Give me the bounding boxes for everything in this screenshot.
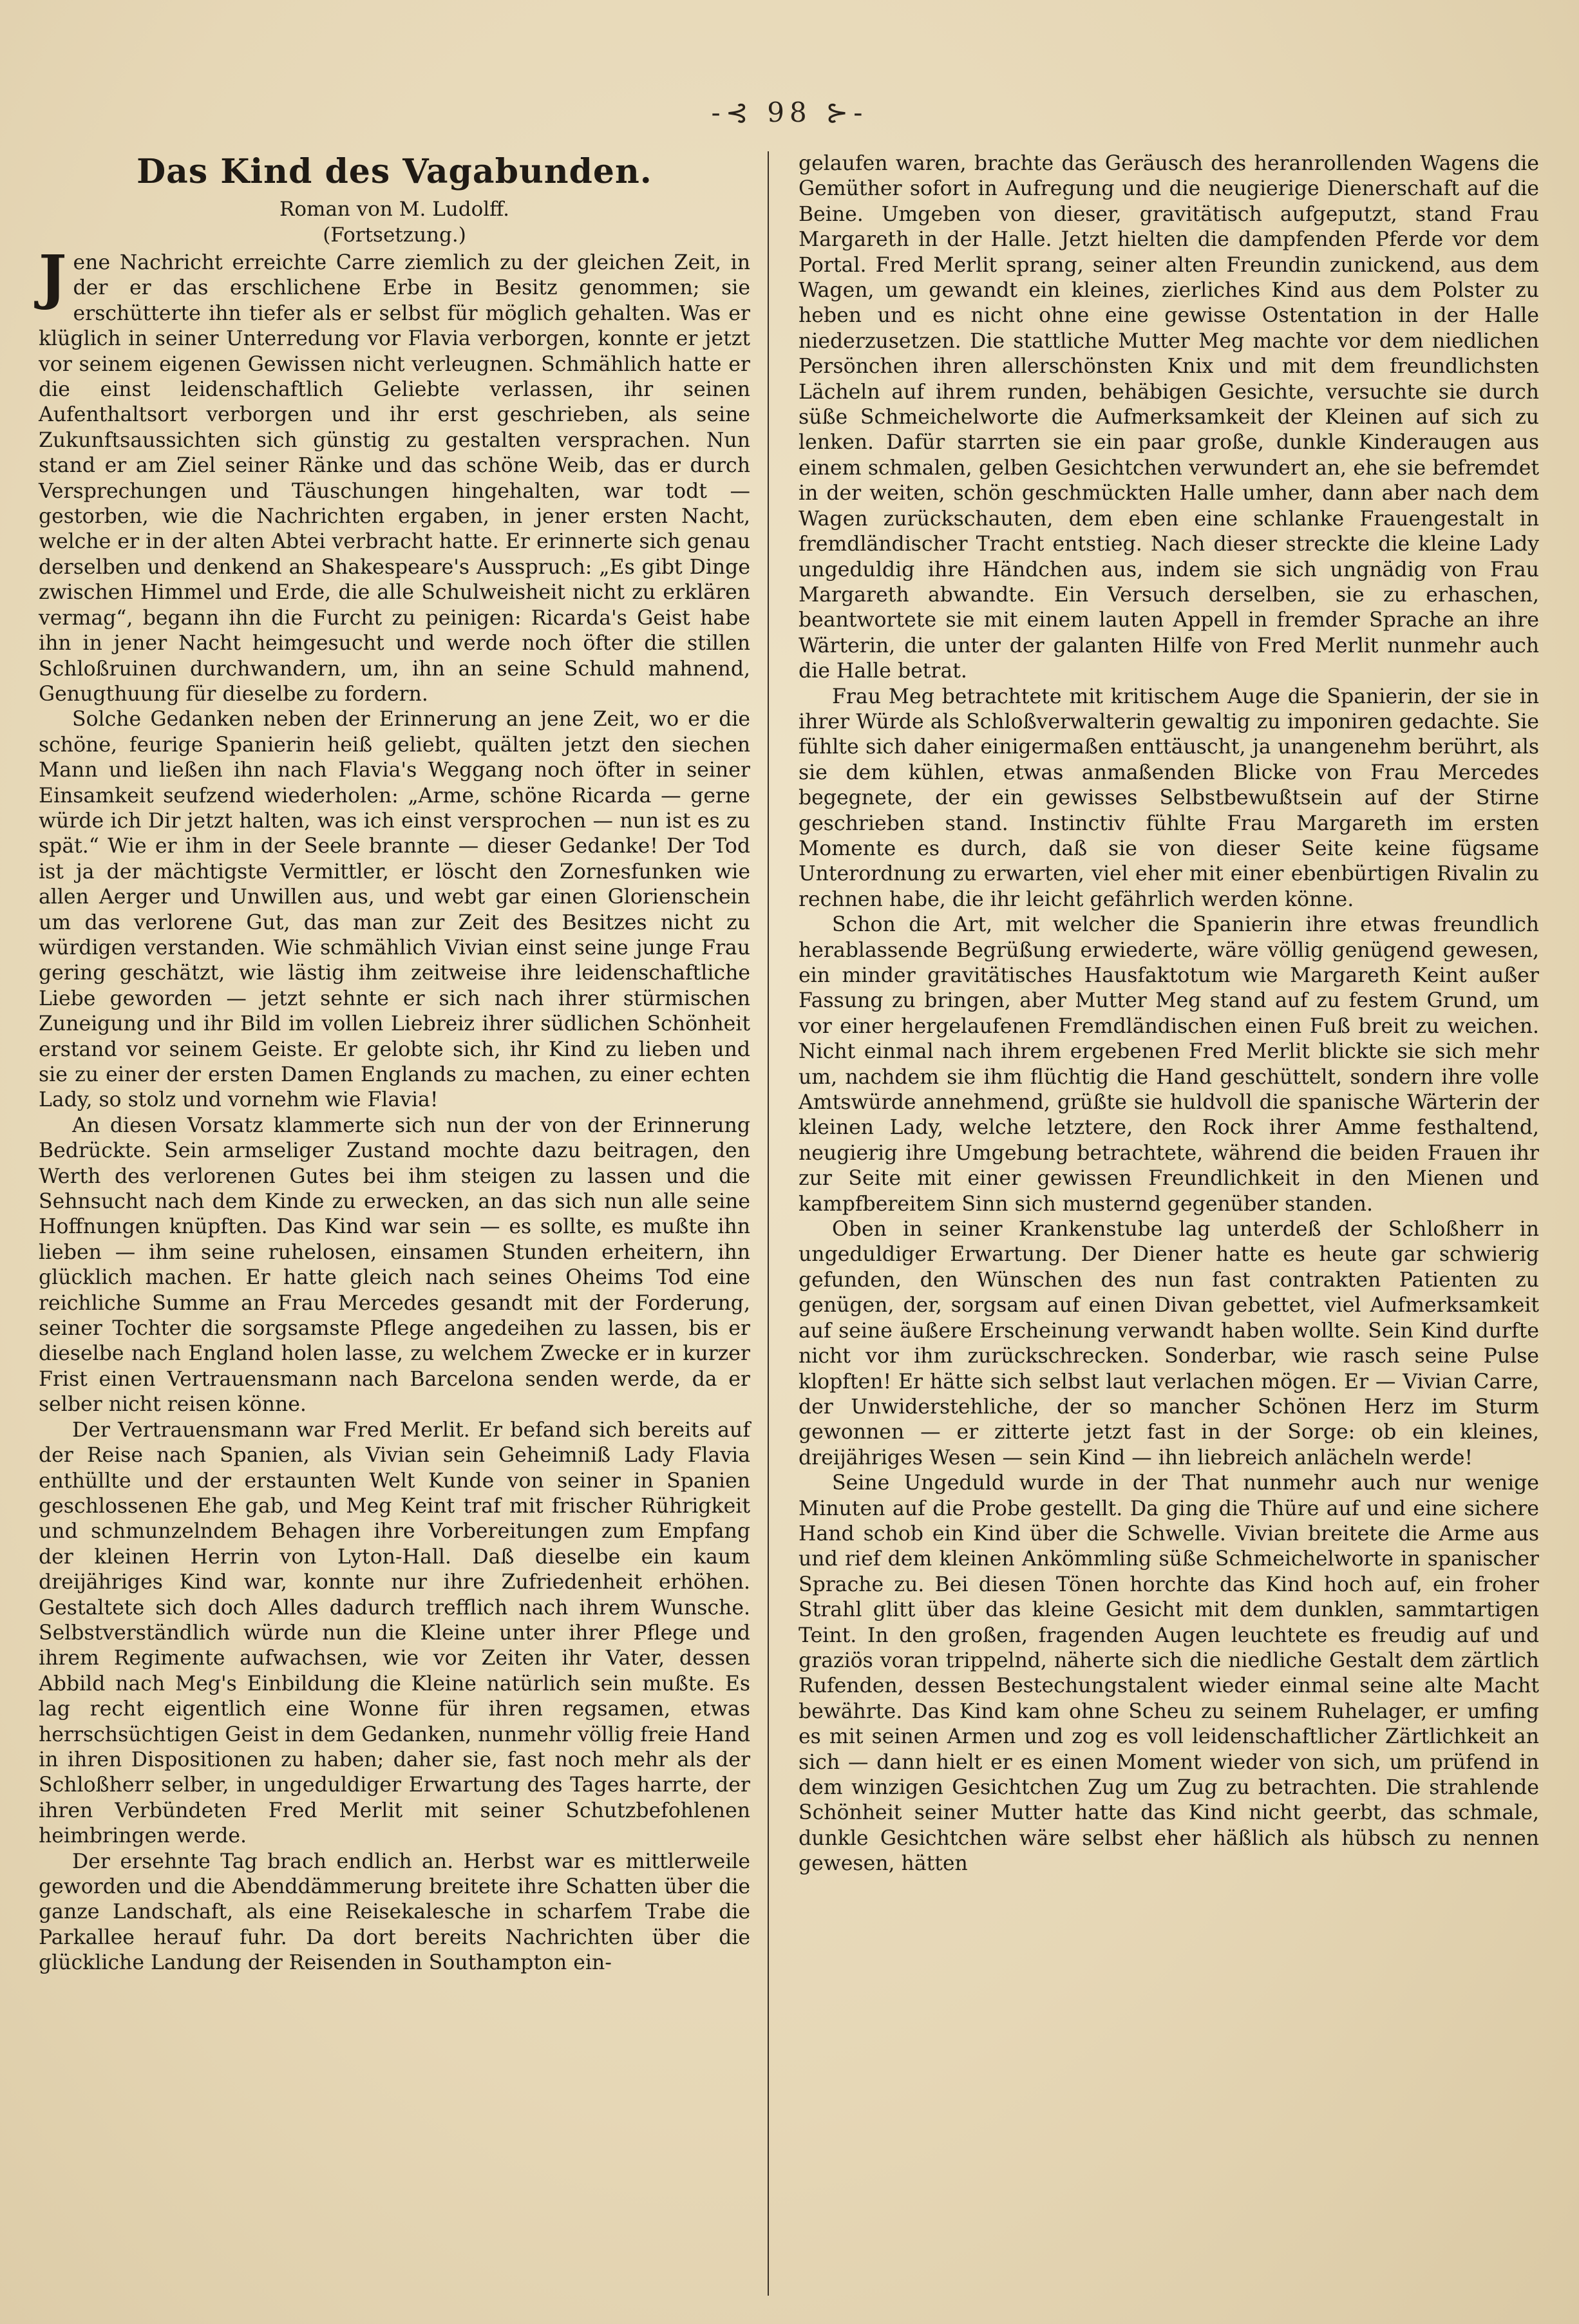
right-column [799,151,1539,2298]
page-number-header [0,97,1579,128]
continuation-note: (Fortsetzung.) [323,223,466,247]
paragraph: An diesen Vorsatz klammerte sich nun der von der Erinnerung Bedrückte. Sein armseliger Zustand mochte dazu beitragen, den Werth des verlorenen Gutes bei ihm steigen zu lassen und die Sehnsucht nach dem Kinde zu erwecken, an das sich nun alle seine Hoffnungen knüpften. Das Kind war sein — es sollte, es mußte ihn lieben — ihm seine ruhelosen, einsamen Stunden erheitern, ihn glücklich machen. Er hatte gleich nach seines Oheims Tod eine reichliche Summe an Frau Mercedes gesandt mit der Forderung, seiner Tochter die sorgsamste Pflege angedeihen zu lassen, bis er dieselbe nach England holen lasse, zu welchem Zwecke er in kurzer Frist einen Vertrauensmann nach Barcelona senden werde, da er selber nicht reisen könne. [39,1113,750,1417]
paragraph: Frau Meg betrachtete mit kritischem Auge die Spanierin, der sie in ihrer Würde als Schloßverwalterin gewaltig zu imponiren gedachte. Sie fühlte sich daher einigermaßen enttäuscht, ja unangenehm berührt, als sie dem kühlen, etwas anmaßenden Blicke von Frau Mercedes begegnete, der ein gewisses Selbstbewußtsein auf der Stirne geschrieben stand. Instinctiv fühlte Frau Margareth im ersten Momente es durch, daß sie von dieser Seite keine fügsame Unterordnung zu erwarten, viel eher mit einer ebenbürtigen Rivalin zu rechnen habe, die ihr leicht gefährlich werden könne. [799,685,1539,911]
paragraph: Der ersehnte Tag brach endlich an. Herbst war es mittlerweile geworden und die Abenddämmerung breitete ihre Schatten über die ganze Landschaft, als eine Reisekalesche in scharfem Trabe die Parkallee herauf fuhr. Da dort bereits Nachrichten über die glückliche Landung der Reisenden in Southampton ein- [39,1849,750,1975]
ornament-right: ⊱- [826,97,868,128]
column-divider [768,151,769,2296]
paragraph: Schon die Art, mit welcher die Spanierin ihre etwas freundlich herablassende Begrüßung erwiederte, wäre völlig genügend gewesen, ein minder gravitätisches Hausfaktotum wie Margareth Keint außer Fassung zu bringen, aber Mutter Meg stand auf zu festem Grund, um vor einer hergelaufenen Fremdländischen einen Fuß breit zu weichen. Nicht einmal nach ihrem ergebenen Fred Merlit blickte sie sich mehr um, nachdem sie ihm flüchtig die Hand geschüttelt, sondern ihre volle Amtswürde annehmend, grüßte sie huldvoll die spanische Wärterin der kleinen Lady, welche letztere, den Rock ihrer Amme festhaltend, neugierig ihre Umgebung betrachtete, während die beiden Frauen ihr zur Seite mit einer gewissen Freundlichkeit in den Mienen und kampfbereitem Sinn sich musternd gegenüber standen. [799,913,1539,1216]
ornament-left: -⊰ [711,97,753,128]
article-byline: Roman von M. Ludolff. [279,198,509,221]
paragraph: Oben in seiner Krankenstube lag unterdeß der Schloßherr in ungeduldiger Erwartung. Der Diener hatte es heute gar schwierig gefunden, den Wünschen des nun fast contrakten Patienten zu genügen, der, sorgsam auf einen Divan gebettet, viel Aufmerksamkeit auf seine äußere Erscheinung verwandt haben wollte. Sein Kind durfte nicht vor ihm zurückschrecken. Sonderbar, wie rasch seine Pulse klopften! Er hätte sich selbst laut verlachen mögen. Er — Vivian Carre, der Unwiderstehliche, der so mancher Schönen Herz im Sturm gewonnen — er zitterte jetzt fast in der Sorge: ob ein kleines, dreijähriges Wesen — sein Kind — ihn liebreich anlächeln werde! [799,1218,1539,1469]
paragraph: gelaufen waren, brachte das Geräusch des heranrollenden Wagens die Gemüther sofort in Aufregung und die neugierige Dienerschaft auf die Beine. Umgeben von dieser, gravitätisch aufgeputzt, stand Frau Margareth in der Halle. Jetzt hielten die dampfenden Pferde vor dem Portal. Fred Merlit sprang, seiner alten Freundin zunickend, aus dem Wagen, um gewandt ein kleines, zierliches Kind aus dem Polster zu heben und es nicht ohne eine gewisse Ostentation in der Halle niederzusetzen. Die stattliche Mutter Meg machte vor dem niedlichen Persönchen ihren allerschönsten Knix und mit dem freundlichsten Lächeln auf ihrem runden, behäbigen Gesichte, versuchte sie durch süße Schmeichelworte die Aufmerksamkeit der Kleinen auf sich zu lenken. Dafür starrten sie ein paar große, dunkle Kinderaugen aus einem schmalen, gelben Gesichtchen verwundert an, ehe sie befremdet in der weiten, schön geschmückten Halle umher, dann aber nach dem Wagen zurückschauten, dem eben eine schlanke Frauengestalt in fremdländischer Tracht entstieg. Nach dieser streckte die kleine Lady ungeduldig ihre Händchen aus, indem sie sich ungnädig von Frau Margareth abwandte. Ein Versuch derselben, sie zu erhaschen, beantwortete sie mit einem lauten Appell in fremder Sprache an ihre Wärterin, die unter der galanten Hilfe von Fred Merlit nunmehr auch die Halle betrat. [799,152,1539,683]
paragraph: Solche Gedanken neben der Erinnerung an jene Zeit, wo er die schöne, feurige Spanierin heiß geliebt, quälten jetzt den siechen Mann und ließen ihn nach Flavia's Weggang noch öfter in seiner Einsamkeit seufzend wiederholen: „Arme, schöne Ricarda — gerne würde ich Dir jetzt halten, was ich einst versprochen — nun ist es zu spät.“ Wie er ihm in der Seele brannte — dieser Gedanke! Der Tod ist ja der mächtigste Vermittler, er löscht den Zornesfunken wie allen Aerger und Unwillen aus, und webt gar einen Glorienschein um das verlorene Gut, das man zur Zeit des Besitzes nicht zu würdigen verstanden. Wie schmählich Vivian einst seine junge Frau gering geschätzt, wie lästig ihm zeitweise ihre leidenschaftliche Liebe geworden — jetzt sehnte er sich nach ihrer stürmischen Zuneigung und ihr Bild im vollen Liebreiz ihrer südlichen Schönheit erstand vor seinem Geiste. Er gelobte sich, ihr Kind zu lieben und sie zu einer der ersten Damen Englands zu machen, zu einer echten Lady, so stolz und vornehm wie Flavia! [39,708,750,1112]
drop-cap: J [39,242,67,312]
page-number: 98 [767,97,812,128]
article-title: Das Kind des Vagabunden. [137,152,652,191]
paragraph: Der Vertrauensmann war Fred Merlit. Er befand sich bereits auf der Reise nach Spanien, als Vivian sein Geheimniß Lady Flavia enthüllte und der erstaunten Welt Kunde von seiner in Spanien geschlossenen Ehe gab, und Meg Keint traf mit frischer Rührigkeit und schmunzelndem Behagen ihre Vorbereitungen zum Empfang der kleinen Herrin von Lyton-Hall. Daß dieselbe ein kaum dreijähriges Kind war, konnte nur ihre Zufriedenheit erhöhen. Gestaltete sich doch Alles dadurch trefflich nach ihrem Wunsche. Selbstverständlich würde nun die Kleine unter ihrer Pflege und ihrem Regimente aufwachsen, wie vor Zeiten ihr Vater, dessen Abbild nach Meg's Einbildung die Kleine natürlich sein mußte. Es lag recht eigentlich eine Wonne für ihren regsamen, etwas herrschsüchtigen Geist in dem Gedanken, nunmehr völlig freie Hand in ihren Dispositionen zu haben; daher sie, fast noch mehr als der Schloßherr selber, in ungeduldiger Erwartung des Tages harrte, der ihren Verbündeten Fred Merlit mit seiner Schutzbefohlenen heimbringen werde. [39,1418,750,1848]
left-column [39,151,750,2298]
paragraph: Jene Nachricht erreichte Carre ziemlich zu der gleichen Zeit, in der er das erschlichene Erbe in Besitz genommen; sie erschütterte ihn tiefer als er selbst für möglich gehalten. Was er klüglich in seiner Unterredung vor Flavia verborgen, konnte er jetzt vor seinem eigenen Gewissen nicht verleugnen. Schmählich hatte er die einst leidenschaftlich Geliebte verlassen, ihr seinen Aufenthaltsort verborgen und ihr erst geschrieben, als seine Zukunftsaussichten sich günstig zu gestalten versprachen. Nun stand er am Ziel seiner Ränke und das schöne Weib, das er durch Versprechungen und Täuschungen hingehalten, war todt — gestorben, wie die Nachrichten ergaben, in jener ersten Nacht, welche er in der alten Abtei verbracht hatte. Er erinnerte sich genau derselben und denkend an Shakespeare's Ausspruch: „Es gibt Dinge zwischen Himmel und Erde, die alle Schulweisheit nicht zu erklären vermag“, begann ihn die Furcht zu peinigen: Ricarda's Geist habe ihn in jener Nacht heimgesucht und werde noch öfter die stillen Schloßruinen durchwandern, um, ihn an seine Schuld mahnend, Genugthuung für dieselbe zu fordern. [39,242,750,706]
paragraph: Seine Ungeduld wurde in der That nunmehr auch nur wenige Minuten auf die Probe gestellt. Da ging die Thüre auf und eine sichere Hand schob ein Kind über die Schwelle. Vivian breitete die Arme aus und rief dem kleinen Ankömmling süße Schmeichelworte in spanischer Sprache zu. Bei diesen Tönen horchte das Kind hoch auf, ein froher Strahl glitt über das kleine Gesicht mit dem dunklen, sammtartigen Teint. In den großen, fragenden Augen leuchtete es freudig auf und graziös voran trippelnd, näherte sich die niedliche Gestalt dem zärtlich Rufenden, dessen Bestechungstalent wieder einmal seine alte Macht bewährte. Das Kind kam ohne Scheu zu seinem Ruhelager, er umfing es mit seinen Armen und zog es voll leidenschaftlicher Zärtlichkeit an sich — dann hielt er es einen Moment wieder von sich, um prüfend in dem winzigen Gesichtchen Zug um Zug zu betrachten. Die strahlende Schönheit seiner Mutter hatte das Kind nicht geerbt, das schmale, dunkle Gesichtchen wäre selbst eher häßlich als hübsch zu nennen gewesen, hätten [799,1471,1539,1876]
